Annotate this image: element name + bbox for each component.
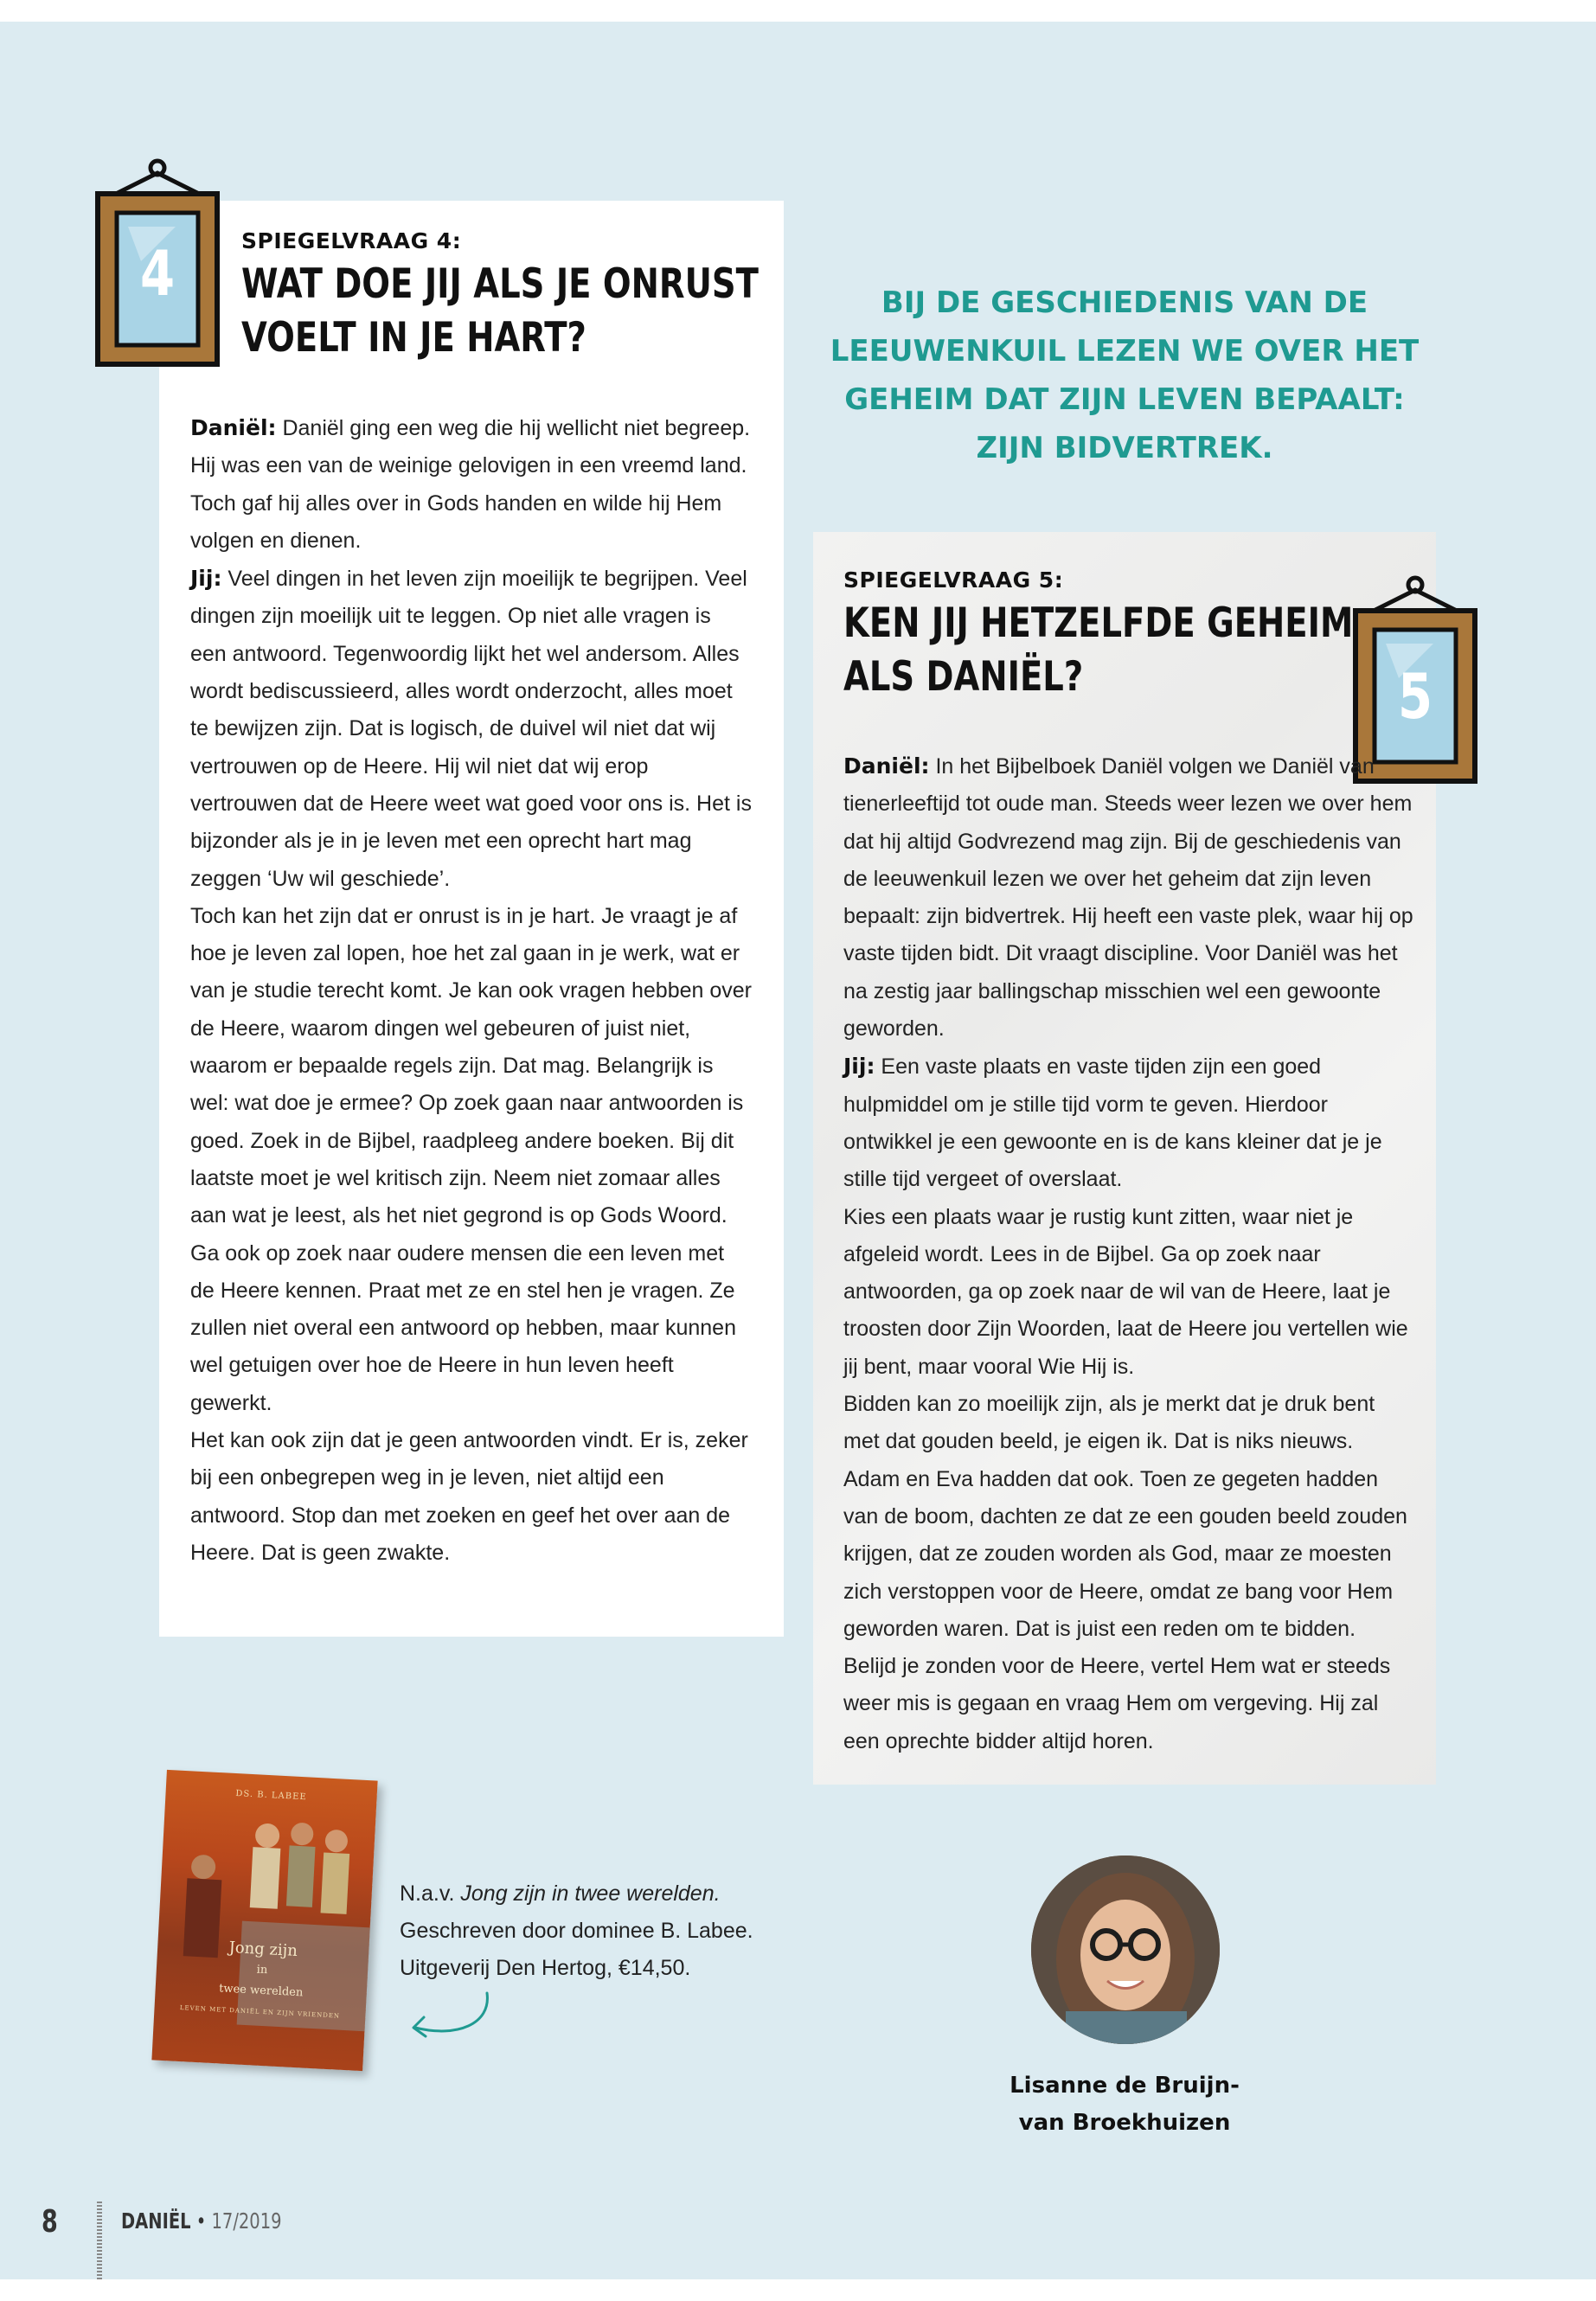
book-cover-title-line2: in xyxy=(256,1963,268,1977)
question-4-title xyxy=(241,258,759,365)
question-5-title-line2: ALS DANIËL? xyxy=(843,653,1084,701)
book-cover-author: DS. B. LABEE xyxy=(235,1789,307,1803)
paragraph-lead: Jij: xyxy=(843,1054,875,1080)
footer-magazine-info xyxy=(121,2208,282,2234)
book-credit-prefix: N.a.v. xyxy=(400,1881,461,1906)
paragraph xyxy=(190,560,753,898)
author-name xyxy=(952,2067,1298,2142)
book-cover-title-line1: Jong zijn xyxy=(228,1938,298,1961)
question-5-label: SPIEGELVRAAG 5: xyxy=(843,567,1064,593)
footer-separator: • xyxy=(190,2208,212,2234)
paragraph xyxy=(843,1199,1414,1386)
magazine-name: DANIËL xyxy=(121,2208,191,2234)
paragraph-text: Bidden kan zo moeilijk zijn, als je merkt dat je druk bent met dat gouden beeld, je eigen ik. Dat is niks nieuws. Adam en Eva hadden dat ook. Toen ze gegeten hadden van de boom, dachten ze dat ze een gouden beeld zouden krijgen, dat ze zouden worden als God, maar ze moesten zich verstoppen voor de Heere, omdat ze bang voor Hem geworden waren. Dat is juist een reden om te bidden. Belijd je zonden voor de Heere, vertel Hem wat er steeds weer mis is gegaan en vraag Hem om vergeving. Hij zal een oprechte bidder altijd horen. xyxy=(843,1392,1407,1753)
paragraph-text: Een vaste plaats en vaste tijden zijn een goed hulpmiddel om je stille tijd vorm te geven. Hierdoor ontwikkel je een gewoonte en is de kans kleiner dat je je stille tijd vergeet of overslaat. xyxy=(843,1054,1382,1192)
issue-number: 17/2019 xyxy=(211,2208,282,2234)
paragraph xyxy=(190,1422,753,1572)
book-cover-subtitle: LEVEN MET DANIËL EN ZIJN VRIENDEN xyxy=(179,2004,341,2020)
book-credit-line3: Uitgeverij Den Hertog, €14,50. xyxy=(400,1956,691,1980)
pull-quote: BIJ DE GESCHIEDENIS VAN DE LEEUWENKUIL LEZEN WE OVER HET GEHEIM DAT ZIJN LEVEN BEPAALT: ZIJN BIDVERTREK. xyxy=(830,285,1420,465)
curved-arrow-icon xyxy=(405,1990,500,2041)
book-credit-line1 xyxy=(400,1875,753,1913)
page-number: 8 xyxy=(42,2204,58,2240)
paragraph xyxy=(190,1235,753,1422)
paragraph-lead: Daniël: xyxy=(843,753,930,779)
footer-divider xyxy=(97,2202,102,2279)
paragraph-text: Het kan ook zijn dat je geen antwoorden vindt. Er is, zeker bij een onbegrepen weg in je leven, niet altijd een antwoord. Stop dan met zoeken en geef het over aan de Heere. Dat is geen zwakte. xyxy=(190,1428,748,1565)
paragraph-text: Toch kan het zijn dat er onrust is in je hart. Je vraagt je af hoe je leven zal lopen, hoe het zal gaan in je werk, wat er van je studie terecht komt. Je kan ook vragen hebben over de Heere, waarom dingen wel gebeuren of juist niet, waarom er bepaalde regels zijn. Dat mag. Belangrijk is wel: wat doe je ermee? Op zoek gaan naar antwoorden is goed. Zoek in de Bijbel, raadpleeg andere boeken. Bij dit laatste moet je wel kritisch zijn. Neem niet zomaar alles aan wat je leest, als het niet gegrond is op Gods Woord. xyxy=(190,903,752,1228)
paragraph-text: Kies een plaats waar je rustig kunt zitten, waar niet je afgeleid wordt. Lees in de Bijbel. Ga op zoek naar antwoorden, ga op zoek naar de wil van de Heere, laat je troosten door Zijn Woorden, laat de Heere jou vertellen wie jij bent, maar vooral Wie Hij is. xyxy=(843,1204,1408,1379)
question-4-label: SPIEGELVRAAG 4: xyxy=(241,228,462,253)
paragraph xyxy=(843,747,1414,1048)
question-4-title-line1: WAT DOE JIJ ALS JE ONRUST xyxy=(241,260,759,308)
book-credit-title: Jong zijn in twee werelden. xyxy=(460,1881,721,1906)
question-5-body xyxy=(843,747,1414,1760)
book-cover-title xyxy=(155,1934,369,2008)
question-5-title xyxy=(843,597,1353,704)
paragraph-lead: Daniël: xyxy=(190,415,277,440)
picture-frame-4-icon xyxy=(93,157,221,369)
paragraph xyxy=(843,1048,1414,1198)
paragraph xyxy=(190,409,753,560)
question-5-title-line1: KEN JIJ HETZELFDE GEHEIM xyxy=(843,599,1354,647)
frame-number-5: 5 xyxy=(1397,660,1433,733)
paragraph xyxy=(843,1386,1414,1760)
question-4-title-line2: VOELT IN JE HART? xyxy=(241,314,586,362)
book-cover-image xyxy=(151,1770,377,2071)
book-credit-line2: Geschreven door dominee B. Labee. xyxy=(400,1919,753,1943)
paragraph xyxy=(190,898,753,1235)
paragraph-text: Ga ook op zoek naar oudere mensen die een leven met de Heere kennen. Praat met ze en stel hen je vragen. Ze zullen niet overal een antwoord op hebben, maar kunnen wel getuigen over hoe de Heere in hun leven heeft gewerkt. xyxy=(190,1240,736,1415)
paragraph-text: Veel dingen in het leven zijn moeilijk te begrijpen. Veel dingen zijn moeilijk uit te leggen. Op niet alle vragen is een antwoord. Tegenwoordig lijkt het wel andersom. Alles wordt bediscussieerd, alles wordt onderzocht, alles moet te bewijzen zijn. Dat is logisch, de duivel wil niet dat wij vertrouwen op de Heere. Hij wil niet dat wij erop vertrouwen dat de Heere weet wat goed voor ons is. Het is bijzonder als je in je leven met een oprecht hart mag zeggen ‘Uw wil geschiede’. xyxy=(190,567,752,891)
paragraph-text: In het Bijbelboek Daniël volgen we Daniël van tienerleeftijd tot oude man. Steeds weer lezen we over hem dat hij altijd Godvrezend mag zijn. Bij de geschiedenis van de leeuwenkuil lezen we over het geheim dat zijn leven bepaalt: zijn bidvertrek. Hij heeft een vaste plek, waar hij op vaste tijden bidt. Dit vraagt discipline. Voor Daniël was het na zestig jaar ballingschap misschien wel een gewoonte geworden. xyxy=(843,754,1413,1042)
author-avatar xyxy=(1031,1856,1220,2044)
paragraph-lead: Jij: xyxy=(190,566,222,592)
author-name-line1: Lisanne de Bruijn- xyxy=(1010,2073,1240,2099)
question-4-body xyxy=(190,409,753,1572)
book-cover-title-line3: twee werelden xyxy=(218,1982,304,2000)
frame-number-4: 4 xyxy=(139,237,176,310)
book-credit xyxy=(400,1875,753,1987)
paragraph-text: Daniël ging een weg die hij wellicht niet begreep. Hij was een van de weinige gelovigen in een vreemd land. Toch gaf hij alles over in Gods handen en wilde hij Hem volgen en dienen. xyxy=(190,416,751,553)
author-name-line2: van Broekhuizen xyxy=(1018,2110,1231,2136)
